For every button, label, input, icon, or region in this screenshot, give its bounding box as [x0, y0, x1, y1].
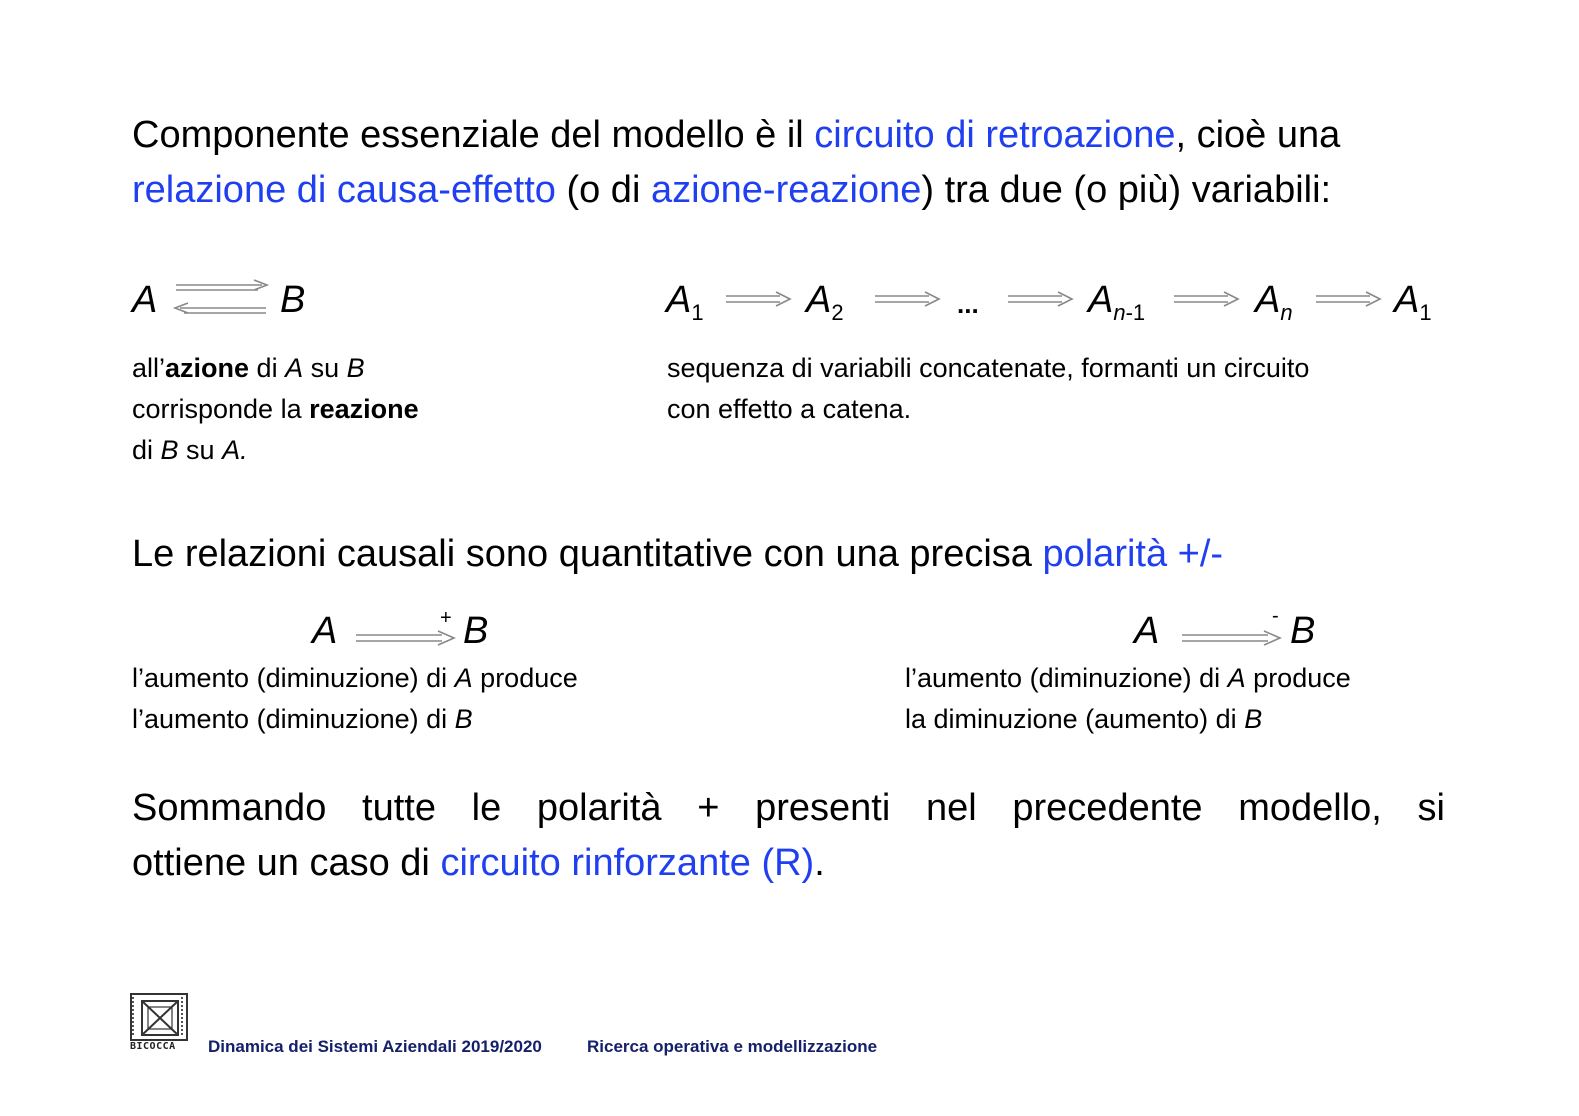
term-action-reaction: azione-reazione [650, 169, 922, 211]
positive-desc-2: l’aumento (diminuzione) di B [132, 704, 473, 734]
chain-var-an-minus-1: $A_{n-1}$ [1088, 279, 1146, 325]
term-polarity: polarità +/- [1042, 533, 1224, 575]
arrow-right-icon [1006, 291, 1076, 307]
arrow-right-icon [354, 630, 458, 646]
term-cause-effect: relazione di causa-effetto [132, 169, 556, 211]
positive-desc-1: l’aumento (diminuzione) di A produce [132, 663, 578, 693]
arrow-right-icon [873, 291, 943, 307]
negative-var-a: A [1134, 610, 1160, 652]
negative-desc-2: la diminuzione (aumento) di B [905, 704, 1263, 734]
arrow-right-icon [1180, 630, 1284, 646]
term-reinforcing-loop: circuito rinforzante (R) [440, 842, 815, 884]
feedback-desc-2: corrisponde la reazione [132, 394, 419, 424]
footer-topic: Ricerca operativa e modellizzazione [587, 1037, 878, 1056]
university-logo [130, 993, 188, 1053]
chain-desc-1: sequenza di variabili concatenate, formanti un circuito [667, 353, 1310, 383]
positive-var-a: A [312, 610, 338, 652]
arrow-right-icon [724, 291, 794, 307]
footer-course: Dinamica dei Sistemi Aziendali 2019/2020 [208, 1037, 542, 1056]
conclusion-line-1: Sommando tutte le polarità + presenti nel precedente modello, si [132, 787, 1445, 829]
double-arrow-icon [170, 278, 272, 320]
chain-ellipsis: ... [957, 289, 979, 319]
logo-text: BICOCCA [130, 1041, 176, 1052]
negative-sign: - [1272, 605, 1279, 627]
negative-var-b: B [1290, 610, 1316, 652]
intro-line-1: Componente essenziale del modello è il circuito di retroazione, cioè una [132, 114, 1341, 156]
chain-var-a2: $A_2$ [806, 279, 844, 325]
intro-line-2: relazione di causa-effetto (o di azione-reazione) tra due (o più) variabili: [132, 169, 1332, 211]
chain-var-an: $A_n$ [1255, 279, 1293, 325]
positive-var-b: B [463, 610, 489, 652]
term-feedback-loop: circuito di retroazione [814, 114, 1176, 156]
feedback-var-b: B [280, 279, 306, 321]
arrow-right-icon [1172, 291, 1242, 307]
chain-var-a1: $A_1$ [666, 279, 704, 325]
feedback-desc-3: di B su A. [132, 435, 248, 465]
conclusion-line-2: ottiene un caso di circuito rinforzante (R). [132, 842, 825, 884]
polarity-heading: Le relazioni causali sono quantitative con una precisa polarità +/- [132, 533, 1224, 575]
feedback-var-a: A [132, 279, 158, 321]
arrow-right-icon [1314, 291, 1384, 307]
chain-var-a1-end: $A_1$ [1394, 279, 1432, 325]
negative-desc-1: l’aumento (diminuzione) di A produce [905, 663, 1351, 693]
chain-desc-2: con effetto a catena. [667, 394, 912, 424]
feedback-desc-1: all’azione di A su B [132, 353, 365, 383]
positive-sign: + [440, 607, 452, 629]
